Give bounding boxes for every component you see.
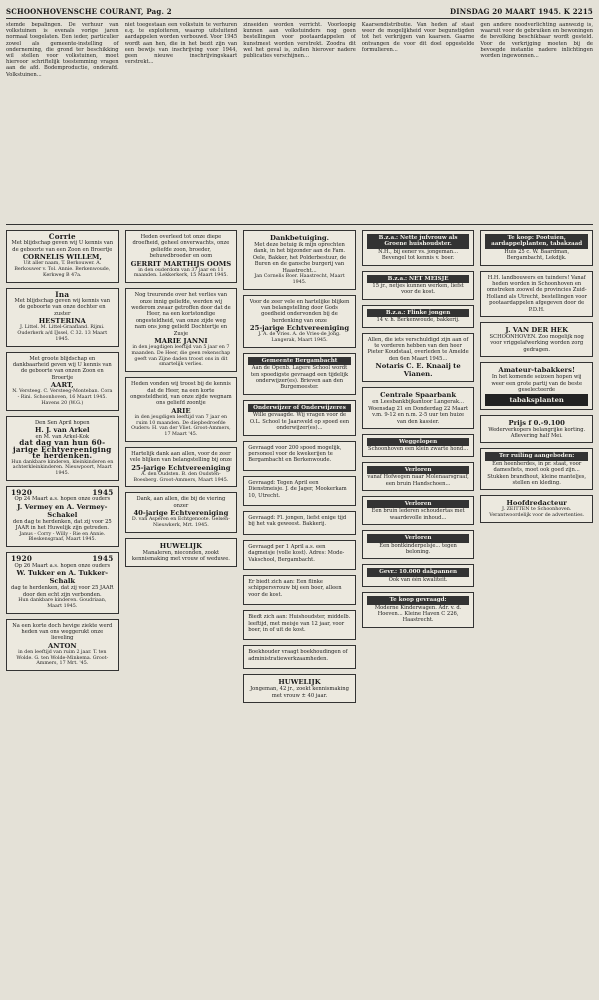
- top-text-column-1: stemde bepalingen. De verhuur van volkstuinen is evenals vorige jaren normaal toegelaten. Een ieder, particulier zowel als gemeente-instelling of onderneming, die grond ter beschikking wil stellen voor volkstuinen, moet hiervoor schriftelijk toestemming vragen aan de afd. Bodemproductie, onderafd. Volkstuinen...: [6, 22, 119, 78]
- anniversary-body: Op 24 Maart a.s. hopen onze ouders: [14, 496, 111, 503]
- anniversary-names: J. Vermey en A. Vermey-Schakel: [17, 502, 108, 519]
- wanted-ad: [243, 476, 356, 506]
- tobacco-notice: [480, 362, 593, 409]
- anniversary-extra: den dag te herdenken, dat zij voor 25 JAAR in het Huwelijk zijn getreden.: [12, 518, 112, 532]
- wanted-title: B.z.a.: Nette jufvrouw als Groene huishoudster.: [367, 234, 470, 249]
- wanted-ad: [362, 305, 475, 328]
- sale-body: Huis 25 c. W. Baardman, Bergambacht, Lekdijk.: [504, 248, 570, 262]
- thanks-title: 25-jarige Echtvereeniging: [249, 324, 350, 333]
- marriage-title: HUWELIJK: [278, 678, 321, 687]
- wanted-ad: [362, 271, 475, 300]
- exchange-body: Een heenherdes, in pr. staat, voor damesfiets, moet ook goed zijn... Stukken brandhout, kleine manteljes, stellen en kleding.: [487, 460, 587, 486]
- wanted-text: Gevraagd per 1 April a.s. een dagmeisje (volle kost). Adres: Mode-Vakschool, Bergambacht.: [248, 543, 345, 563]
- birth-notice-name: AART,: [50, 381, 74, 390]
- anniversary-title: H. J. van Arkel: [34, 426, 90, 435]
- wanted-title: Gevr.: 10.000 dakpannen: [367, 568, 470, 576]
- wanted-body: 15 jr., netjes kunnen werken, liefst voor de kost.: [372, 283, 464, 296]
- thanks-notice: [243, 295, 356, 348]
- wanted-ad: [243, 441, 356, 471]
- company-notice: [480, 322, 593, 357]
- lost-ad: [362, 530, 475, 559]
- memorial-details: in den jeugdigen leeftijd van 7 jaar en ruim 10 maanden. De diepbedroefde Ouders: H. van der Vliet. Groot-Ammers, 17 Maart '45.: [131, 414, 231, 438]
- bank-notice: [362, 387, 475, 429]
- classified-column-3: [243, 230, 356, 994]
- wanted-title: Te koop gevraagd:: [367, 596, 470, 604]
- anniversary-footer: Hun dankbare kinderen. Goudriaan, Maart 1945.: [18, 597, 107, 609]
- anniversary-extra: dag te herdenken, dat zij voor 25 JAAR door den echt zijn verbonden.: [11, 585, 114, 598]
- price-notice: [480, 415, 593, 444]
- thanks-notice: [125, 447, 238, 487]
- marriage-body: Jongeman, 42 jr., zoekt kennismaking met vrouw ± 40 jaar.: [250, 686, 349, 699]
- birth-notice-name: CORNELIS WILLEM,: [22, 253, 102, 262]
- classified-column-4: [362, 230, 475, 994]
- wanted-text: Gevraagd: Fl. jongen, liefst enige tijd bij het vak geweest. Bakkerij.: [248, 514, 347, 528]
- lost-title: Weggelopen: [367, 438, 470, 446]
- notice-body: H.H. landbouwers en tuinders! Vanaf heden worden in Schoonhoven en omstreken zoowel de provincies Zuid-Holland als Utrecht, bestellingen voor pootaardappelen afgegeven door de P.D.H.: [486, 274, 587, 313]
- marriage-title: HUWELIJK: [159, 541, 203, 550]
- wanted-body: N.H., bij eener vs. jongeman... Bevengel tot kennis v. boer.: [378, 248, 459, 262]
- wanted-text: Biedt zich aan: Huishoudster, middelb. leeftijd, met meisje van 12 jaar, voor boer, in of uit de kost.: [248, 614, 351, 633]
- birth-notice-line1: Corrie: [48, 232, 76, 241]
- top-text-column-3: zinseiden worden verricht. Voorloopig kunnen aan volkstuinders nog geen bestellingen voor pootaardappelen of kunstmest worden verstrekt. Zoodra dit wel het geval is, zullen hierover nadere publicaties verschijnen...: [243, 22, 356, 60]
- bank-body: en Leesbankbijkantoor Langerak... Woensdag 21 en Donderdag 22 Maart v.m. 9-12 en n.m. 2-5 uur ten huize van den kassier.: [368, 399, 469, 425]
- top-text-columns: [6, 22, 593, 222]
- municipal-body: Aan de Openb. Lagere School wordt ten spoedigste gevraagd een tijdelijk onderwijzer(es). Brieven aan den Burgemeester.: [250, 365, 349, 391]
- thanks-details: D. van Asperen en Echtgenoote. Gelsen-Nieuwkerk, Mrt. 1945.: [131, 517, 230, 529]
- birth-notice-details: J. Littel. M. Littel-Graafland. Rijmi. Ouderkerk a/d IJssel, C 32. 13 Maart 1945.: [17, 325, 108, 342]
- price-body: Wederverkopers belangrijke korting. Aflevering half Mei.: [488, 426, 586, 439]
- wanted-text: Boekhouder vraagt boekhoudingen of administratiewerkzaamheden.: [248, 649, 348, 662]
- editor-body: J. ZEITTEN te Schoonhoven. Verantwoordelijk voor de advertenties.: [489, 507, 585, 519]
- wanted-ad: [243, 511, 356, 535]
- anniversary-top: Den Sen April hopen: [35, 419, 90, 426]
- bank-title: Centrale Spaarbank: [380, 391, 457, 400]
- wanted-ad: [243, 540, 356, 570]
- memorial-body: Nog treurende over het verlies van onze innig geliefde, werden wij wederom zwaar getroffen door dat de Heer, na een kortstondige ongesteldheid, van onze zijde weg nam ons jong geliefd Dochtertje en Zusje: [131, 292, 231, 337]
- legal-body: Allen, die iets verschuldigd zijn aan of te vorderen hebben van den heer Pieter Koudstaal, overleden te Amelde den 6en Maart 1945...: [367, 336, 469, 362]
- thanks-signature: Jan Cornelis Boer. Haastrecht, Maart 1945.: [254, 274, 345, 285]
- memorial-details: in den leeftijd van ruim 2 jaar. T. ten Wolde. G. ten Wolde-Minkema. Groot-Ammers, 17 Mrt. '45.: [16, 649, 109, 667]
- municipal-title: Gemeente Bergambacht: [248, 357, 351, 365]
- wanted-title: B.z.a.: Flinke jongen: [367, 309, 470, 317]
- thanks-body: Met deze betuig ik mijn oprechten dank, in het bijzonder aan de Fam. Oele, Bakker, het Polderbestuur, de Buren en de gansche burgerij van Haastrecht...: [252, 242, 347, 274]
- lost-body: Een bruin lederen schoudertas met waardevolle inhoud...: [371, 508, 465, 521]
- newspaper-header-left: SCHOONHOVENSCHE COURANT, Pag. 2: [6, 6, 172, 16]
- wanted-body: Moderne Kinderwagen. Adr. v. d. Hoeven... Kleine Haven C 226, Haastrecht.: [374, 604, 462, 624]
- memorial-name: MARIE JANNI: [154, 337, 208, 346]
- memorial-details: in den jeugdigen leeftijd van 5 jaar en 7 maanden. De Heer, die geen rekenschap geeft van Zijne daden troost ons in dit smartelijk verlies.: [131, 345, 231, 368]
- thanks-signature: J. A. de Vries. A. de Vries-de Jong. Langerak, Maart 1945.: [258, 332, 341, 344]
- teacher-notice: [243, 400, 356, 436]
- exchange-title: Ter ruiling aangeboden:: [485, 452, 588, 460]
- wanted-body: Ook van één kwaliteit.: [388, 576, 448, 583]
- anniversary-footer: Janus - Corry - Willy - Rie en Annie. Bleskensgraaf, Maart 1945.: [19, 531, 106, 543]
- editor-title: Hoofdredacteur: [506, 499, 567, 508]
- anniversary-notice: [6, 416, 119, 481]
- newspaper-header: [6, 4, 593, 19]
- wanted-ad: [243, 610, 356, 640]
- thanks-body: Hartelijk dank aan allen, voor de zeer vele blijken van belangstelling bij onze: [129, 451, 233, 464]
- memorial-details: in den ouderdom van 37 jaar en 11 maanden. Lekkerkerk, 15 Maart 1945.: [133, 267, 228, 279]
- sale-ad: [480, 230, 593, 266]
- anniversary-details: Hun dankbare kinderen, kleinkinderen en achterkleinkinderen. Nieuwpoort, Maart 1945.: [11, 459, 114, 477]
- classified-column-5: [480, 230, 593, 994]
- birth-notice-body: Met groote blijdschap en dankbaarheid geven wij U kennis van de geboorte van onzen Zoon en Broertje: [12, 355, 112, 381]
- legal-footer: Notaris C. E. Knaaij te Vianen.: [375, 362, 461, 379]
- wanted-text: Gevraagd: Tegen April een Dienstmeisje. J. de Jager, Mookerkam 10, Utrecht.: [248, 479, 347, 499]
- wanted-text: Gevraagd voor 200 spoed mogelijk, personeel voor de kwekerijen te Bergambacht en Berkenwoude.: [248, 444, 342, 464]
- thanks-body: Dank, aan allen, die bij de viering onzer: [136, 496, 226, 509]
- company-body: SCHOONHOVEN. Zoo mogelijk nog voor vriggelafwerking worden zorg gedragen.: [489, 334, 584, 353]
- municipal-notice: [243, 353, 356, 395]
- lost-body: Een bontkinderpelsje... tegen beloning.: [379, 542, 457, 555]
- birth-notice-body: Met blijdschap geven wij U kennis van de geboorte van een Zoon en Broertje: [11, 240, 114, 253]
- memorial-body: Heden overleed tot onze diepe droefheid, geheel onverwachts, onze geliefde zoon, broeder, behuwdbroeder en oom: [132, 234, 230, 260]
- lost-ad: [362, 434, 475, 457]
- anniversary-year-right: 1945: [92, 554, 114, 564]
- section-divider: [6, 224, 593, 225]
- thanks-notice: [243, 230, 356, 290]
- wanted-text: Er biedt zich aan: Een flinke schippersvrouw bij een boer, alleen voor de kost.: [248, 578, 342, 598]
- marriage-body: Manaleren, nieconden, zookt kennismaking met vrouw of weduwe.: [131, 549, 230, 563]
- notice: [480, 271, 593, 317]
- memorial-name: GERRIT MARTHIJS OOMS: [130, 259, 232, 268]
- classified-grid: [6, 230, 593, 994]
- thanks-title: 40-jarige Echtvereniging: [133, 509, 229, 518]
- thanks-title: 25-jarige Echtvereeniging: [131, 463, 231, 472]
- anniversary-names: W. Tukker en A. Tukker-Schalk: [16, 569, 109, 586]
- memorial-name: ARIE: [171, 406, 191, 415]
- wanted-ad: [362, 592, 475, 628]
- birth-notice: [6, 352, 119, 411]
- memorial-body: Na een korte doch hevige ziekte werd heden van ons weggerukt onze lieveling: [12, 622, 113, 642]
- top-text-column-4: Kaarsendistributie. Van heden af staat weer de mogelijkheid voor begunstigden tot het verkrijgen van kaarsen. Gaarne ontvangen de voor dit doel opgestelde formulieren...: [361, 22, 475, 53]
- teacher-body: Wille gevaagde. Wij vragen voor de O.L. School te Jaarsveld op spoed een onderwijzer(es)...: [249, 412, 350, 432]
- memorial-notice: [125, 288, 238, 372]
- thanks-body: Voor de zeer vele en hartelijke blijken van belangstelling door Gods goedheid ondervonden bij de herdenking van onze: [249, 298, 350, 324]
- memorial-notice: [125, 230, 238, 283]
- exchange-notice: [480, 448, 593, 490]
- thanks-details: A. den Oudsten. B. den Oudsten-Boesberg. Groot-Ammers, Maart 1945.: [133, 471, 229, 483]
- company-title: J. VAN DER HEK: [505, 326, 568, 335]
- tobacco-title: Amateur-tabakkers!: [498, 366, 575, 375]
- birth-notice-body: Met blijdschap geven wij kennis van de geboorte van onze dochter en zuster: [14, 298, 111, 317]
- price-title: Prijs f 0.-9.100: [508, 418, 565, 427]
- lost-title: Verloren: [367, 500, 470, 508]
- lost-body: vanaf Hofwegen naar Molenaarsgraaf, een bruin Handschoen...: [367, 474, 469, 487]
- thanks-title: Dankbetuiging.: [269, 234, 330, 242]
- editor-notice: [480, 495, 593, 523]
- top-text-column-2: niet toegestaan een volkstuin te verhuren e.q. te exploiteren, waarop uitsluitend aardappelen worden verbouwd. Voor 1945 wordt aan hen, die in het bezit zijn van een bewijs van inschrijving voor 1944, geen nieuwe inschrijvingskaart verstrekt...: [124, 22, 238, 66]
- birth-notice: [6, 230, 119, 283]
- wanted-ad: [362, 564, 475, 587]
- lost-body: Schoonhoven een klein zwarte hond...: [368, 446, 469, 453]
- thanks-notice: [125, 492, 238, 532]
- tobacco-highlight: tabaksplanten: [485, 394, 588, 406]
- wanted-body: 14 v. h. Berkenwoude, bakkerij.: [376, 317, 460, 324]
- newspaper-header-right: DINSDAG 20 MAART 1945. K 2215: [449, 6, 593, 16]
- anniversary-notice: [6, 486, 119, 547]
- anniversary-body: Op 26 Maart a.s. hopen onze ouders: [14, 562, 111, 569]
- memorial-name: ANTON: [47, 641, 77, 650]
- birth-notice-name: HESTERINA: [38, 317, 86, 326]
- birth-notice-details: Uit aller naam, T. Berkouwer. A. Berkouwer v. Tol. Annie. Berkenwoude, Kerkweg B 47a.: [14, 261, 111, 278]
- anniversary-year-left: 1920: [11, 554, 33, 564]
- marriage-notice: [125, 538, 238, 567]
- wanted-ad: [362, 230, 475, 266]
- top-text-column-5: gen andere noodverlichting aanwezig is, waaruit voor de gebruiken en bewoningen de bevolking beschikbaar wordt gesteld. Voor de verkrijging moeten bij de bevoegde instantie nadere inlichtingen worden ingewonnen...: [480, 22, 593, 60]
- birth-notice-details: N. Versteeg. C. Versteeg-Monteban. Cora - Rini. Schoonhoven, 16 Maart 1945. Havens 20 (W.G.): [12, 389, 113, 406]
- legal-notice: [362, 333, 475, 383]
- anniversary-year-left: 1920: [11, 488, 33, 498]
- teacher-title: Onderwijzer of Onderwijzeres: [248, 404, 351, 412]
- anniversary-year-right: 1945: [92, 488, 114, 498]
- lost-ad: [362, 496, 475, 525]
- memorial-body: Heden vonden wij troost bij de kennis dat de Heer, na een korte ongesteldheid, van onze zijde wegnam ons geliefd zoontje: [130, 381, 232, 407]
- memorial-notice: [6, 619, 119, 672]
- lost-title: Verloren: [367, 534, 470, 542]
- anniversary-body: dat dag van hun 60-jarige Echtvereeniging te herdenken.: [13, 438, 112, 461]
- classified-column-1: [6, 230, 119, 994]
- classified-column-2: [125, 230, 238, 994]
- birth-notice: [6, 288, 119, 347]
- wanted-ad: [243, 645, 356, 669]
- wanted-title: B.z.a.: NET MEISJE: [367, 275, 470, 283]
- marriage-notice: [243, 674, 356, 703]
- anniversary-notice: [6, 552, 119, 613]
- lost-title: Verloren: [367, 466, 470, 474]
- birth-notice-line1: Ina: [55, 289, 70, 299]
- lost-ad: [362, 462, 475, 491]
- wanted-ad: [243, 575, 356, 605]
- sale-title: Te koop: Pootuien, aardappelplanten, tabakzaad: [485, 234, 588, 249]
- tobacco-body: In het komende seizoen hopen wij weer een grote partij van de beste geselecteerde: [491, 374, 583, 394]
- memorial-notice: [125, 377, 238, 442]
- anniversary-subtitle: en M. van Arkel-Kok: [35, 434, 90, 441]
